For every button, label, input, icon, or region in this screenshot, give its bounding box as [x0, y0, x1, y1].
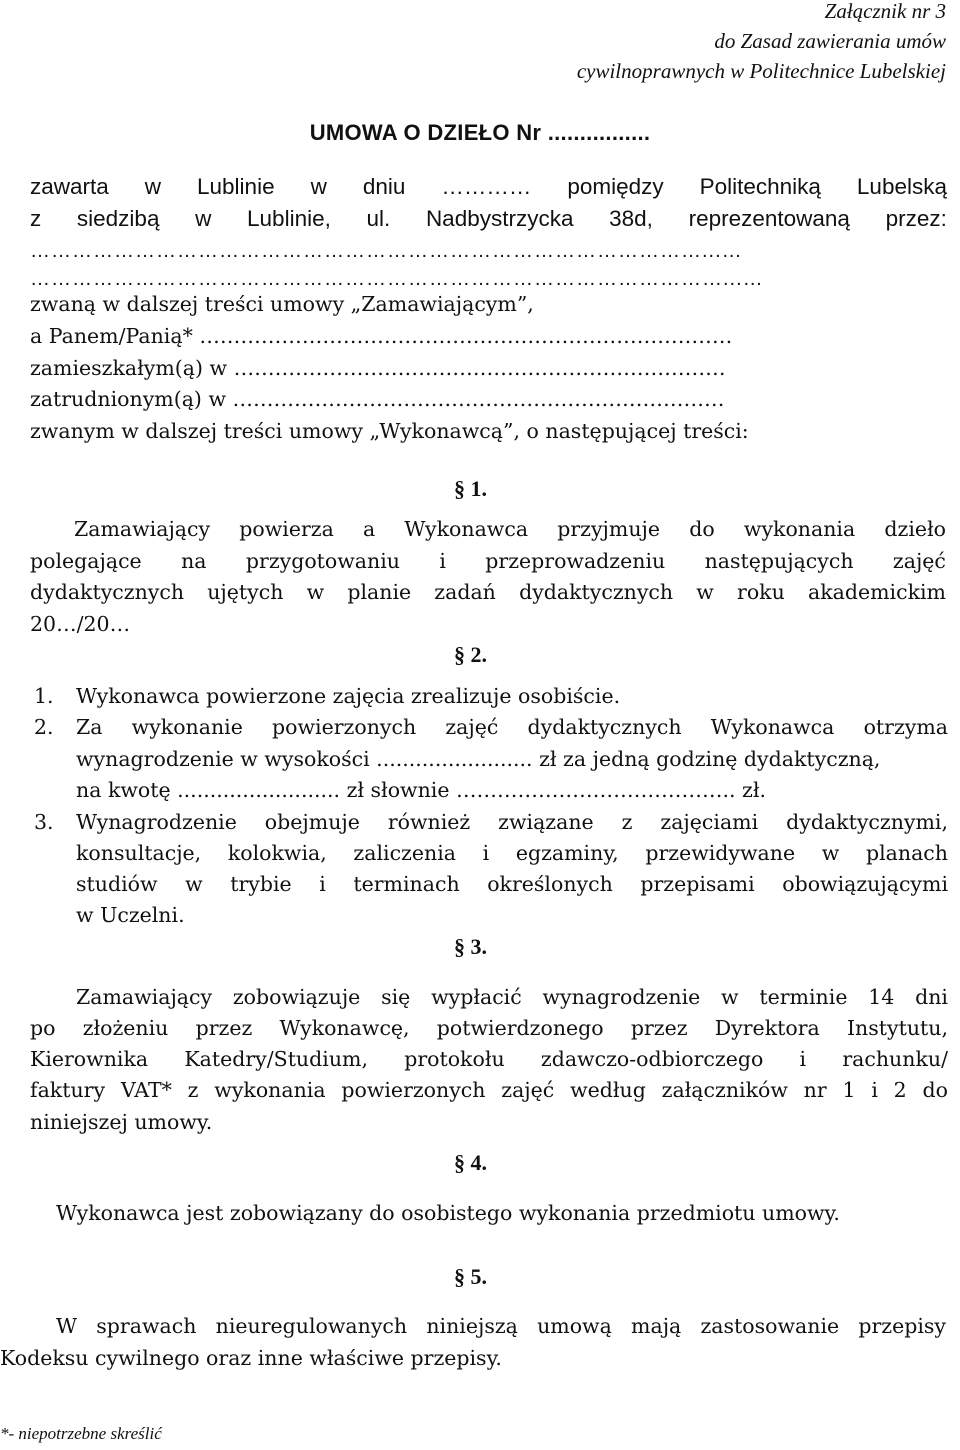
intro-line-2 — [30, 206, 947, 232]
section-2-item-3-line-4: w Uczelni. — [76, 903, 185, 927]
attachment-rules: do Zasad zawierania umów — [714, 29, 946, 53]
section-1-word: Zamawiający — [74, 517, 211, 541]
intro-word: zawarta — [30, 174, 109, 199]
section-2-item-3-line-3: studiów w trybie i terminach określonych przepisami obowiązującymi — [76, 872, 948, 896]
section-1-word: na — [181, 549, 207, 573]
intro-word: w — [195, 206, 212, 231]
section-1-word: przyjmuje — [557, 517, 661, 541]
section-1-word: dzieło — [884, 517, 946, 541]
attachment-header — [577, 0, 946, 86]
section-3-line-2: po złożeniu przez Wykonawcę, potwierdzonego przez Dyrektora Instytutu, — [30, 1016, 948, 1040]
section-1-word: przygotowaniu — [245, 549, 400, 573]
intro-word: Lublinie, — [247, 206, 331, 231]
section-3-line-5: niniejszej umowy. — [30, 1110, 213, 1134]
attachment-institution: cywilnoprawnych w Politechnice Lubelskiej — [576, 59, 946, 83]
intro-line-1 — [30, 174, 947, 200]
section-5-heading: § 5. — [454, 1264, 487, 1289]
intro-word: siedzibą — [76, 206, 160, 231]
intro-word: ………… — [441, 174, 532, 199]
intro-word: Politechniką — [699, 174, 821, 199]
intro-word: w — [144, 174, 162, 199]
section-3-line-1: Zamawiający zobowiązuje się wypłacić wynagrodzenie w terminie 14 dni — [76, 985, 948, 1009]
contractor-clause: zwanym w dalszej treści umowy „Wykonawcą”, o następującej treści: — [30, 419, 749, 443]
section-2-item-3-line-1: Wynagrodzenie obejmuje również związane z zajęciami dydaktycznymi, — [76, 810, 948, 834]
section-2-item-2-line-3: na kwotę ......................... zł słownie ………………………………….. zł. — [76, 778, 767, 802]
section-2-item-2-number: 2. — [34, 715, 54, 739]
section-1-word: do — [689, 517, 715, 541]
footnote: *- niepotrzebne skreślić — [0, 1424, 162, 1443]
contractor-residence-line: zamieszkałym(ą) w ……………………………………………………………… — [30, 356, 726, 380]
intro-word: Lublinie — [197, 174, 275, 199]
section-4-text: Wykonawca jest zobowiązany do osobistego wykonania przedmiotu umowy. — [56, 1201, 840, 1225]
intro-word: dniu — [362, 174, 406, 199]
section-3-line-4: faktury VAT* z wykonania powierzonych zajęć według załączników nr 1 i 2 do — [30, 1078, 948, 1102]
section-1-word: i — [439, 549, 446, 573]
section-1-word: powierza — [239, 517, 334, 541]
contractor-employer-line: zatrudnionym(ą) w ……………………………………………………………… — [30, 387, 725, 411]
section-1-line-3: dydaktycznych ujętych w planie zadań dydaktycznych w roku akademickim — [30, 580, 946, 604]
section-2-item-3-line-2: konsultacje, kolokwia, zaliczenia i egzaminy, przewidywane w planach — [76, 841, 948, 865]
section-2-heading: § 2. — [454, 642, 487, 667]
intro-word: Nadbystrzycka — [425, 206, 574, 231]
section-1-word: wykonania — [743, 517, 856, 541]
intro-word: 38d, — [609, 206, 653, 231]
section-1-line-1 — [74, 517, 946, 541]
section-1-word: a — [363, 517, 376, 541]
intro-word: ul. — [366, 206, 391, 231]
representative-blank-2: ………………………………………………………………………………………...… — [30, 268, 764, 290]
section-2-item-2-line-1: Za wykonanie powierzonych zajęć dydaktycznych Wykonawca otrzyma — [76, 715, 948, 739]
intro-word: w — [310, 174, 327, 199]
section-2-item-2-line-2: wynagrodzenie w wysokości ........................ zł za jedną godzinę dydaktyczną, — [76, 747, 881, 771]
section-1-line-4: 20…/20… — [30, 612, 131, 636]
intro-word: przez: — [885, 206, 947, 231]
contract-title: UMOWA O DZIEŁO Nr ................ — [309, 120, 651, 145]
section-1-word: przeprowadzeniu — [485, 549, 666, 573]
section-2-item-3-number: 3. — [34, 810, 54, 834]
intro-word: Lubelską — [856, 174, 947, 199]
ordering-party-clause: zwaną w dalszej treści umowy „Zamawiającym”, — [30, 292, 534, 316]
intro-word: pomiędzy — [567, 174, 664, 199]
attachment-number: Załącznik nr 3 — [824, 0, 946, 23]
contractor-name-line: a Panem/Panią* …………………………………………………………………… — [30, 324, 733, 348]
representative-blank-1: ……………………………………………………………………………………...… — [30, 240, 743, 262]
section-3-heading: § 3. — [454, 934, 487, 959]
section-1-heading: § 1. — [454, 476, 487, 501]
section-1-word: zajęć — [892, 549, 946, 573]
section-3-line-3: Kierownika Katedry/Studium, protokołu zdawczo-odbiorczego i rachunku/ — [30, 1047, 948, 1071]
section-4-heading: § 4. — [454, 1150, 487, 1175]
section-2-item-1-text: Wykonawca powierzone zajęcia zrealizuje osobiście. — [76, 684, 621, 708]
section-1-word: polegające — [30, 549, 142, 573]
section-5-line-2: Kodeksu cywilnego oraz inne właściwe przepisy. — [0, 1346, 502, 1370]
intro-word: reprezentowaną — [688, 206, 850, 231]
section-5-line-1: W sprawach nieuregulowanych niniejszą umową mają zastosowanie przepisy — [56, 1314, 946, 1338]
intro-word: z — [30, 206, 42, 231]
section-1-word: następujących — [704, 549, 854, 573]
section-1-word: Wykonawca — [404, 517, 529, 541]
section-2-item-1-number: 1. — [34, 684, 54, 708]
section-1-line-2 — [30, 549, 946, 573]
